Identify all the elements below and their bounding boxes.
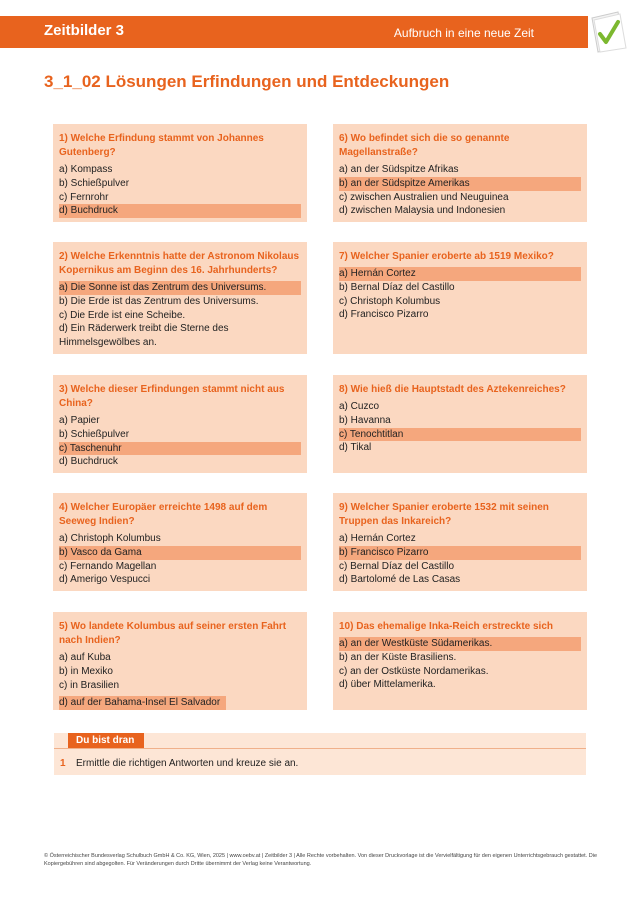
task-box-label: Du bist dran (68, 733, 144, 748)
question-text: 3) Welche dieser Erfindungen stammt nicht aus China? (59, 384, 285, 409)
answer-option[interactable]: d) zwischen Malaysia und Indonesien (339, 205, 506, 217)
question-card-9 (333, 493, 587, 591)
answer-option-correct[interactable]: d) auf der Bahama-Insel El Salvador (59, 696, 226, 710)
answer-option-correct[interactable]: c) Taschenuhr (59, 442, 301, 456)
answer-option[interactable]: d) Amerigo Vespucci (59, 574, 151, 586)
page-title: 3_1_02 Lösungen Erfindungen und Entdeckungen (44, 72, 450, 91)
checkmark-paper-icon (584, 8, 630, 54)
answer-option-correct[interactable]: a) Die Sonne ist das Zentrum des Universums. (59, 281, 301, 295)
question-card-1 (53, 124, 307, 222)
answer-option[interactable]: c) zwischen Australien und Neuguinea (339, 191, 509, 203)
answer-option[interactable]: b) Havanna (339, 414, 391, 426)
answer-option[interactable]: d) über Mittelamerika. (339, 679, 436, 691)
question-card-4 (53, 493, 307, 591)
answer-option-correct[interactable]: a) an der Westküste Südamerikas. (339, 637, 581, 651)
answer-option[interactable]: b) an der Küste Brasiliens. (339, 651, 457, 663)
answer-option[interactable]: d) Francisco Pizarro (339, 309, 429, 321)
question-text: 7) Welcher Spanier eroberte ab 1519 Mexiko? (339, 251, 554, 262)
answer-option-correct[interactable]: b) an der Südspitze Amerikas (339, 177, 581, 191)
answer-option[interactable]: d) Bartolomé de Las Casas (339, 574, 461, 586)
question-card-5 (53, 612, 307, 710)
question-card-7 (333, 242, 587, 354)
answer-option[interactable]: b) in Mexiko (59, 665, 113, 677)
header (0, 0, 640, 58)
answer-option[interactable]: d) Buchdruck (59, 456, 118, 468)
question-text: 1) Welche Erfindung stammt von Johannes Gutenberg? (59, 133, 264, 158)
answer-option-correct[interactable]: b) Francisco Pizarro (339, 546, 581, 560)
header-subtitle: Aufbruch in eine neue Zeit (393, 26, 534, 40)
answer-option[interactable]: c) Die Erde ist eine Scheibe. (59, 309, 186, 321)
task-text: Ermittle die richtigen Antworten und kreuze sie an. (76, 758, 299, 769)
answer-option[interactable]: b) Bernal Díaz del Castillo (339, 281, 455, 293)
question-card-2 (53, 242, 307, 354)
answer-option[interactable]: b) Die Erde ist das Zentrum des Universums. (59, 295, 259, 307)
task-number: 1 (60, 758, 66, 769)
answer-option[interactable]: d) Ein Räderwerk treibt die Sterne des Himmelsgewölbes an. (59, 323, 229, 349)
question-text: 9) Welcher Spanier eroberte 1532 mit seinen Truppen das Inkareich? (339, 502, 549, 527)
answer-option[interactable]: a) Papier (59, 415, 100, 426)
answer-option[interactable]: c) an der Ostküste Nordamerikas. (339, 665, 489, 677)
question-text: 4) Welcher Europäer erreichte 1498 auf dem Seeweg Indien? (59, 502, 268, 527)
answer-option-correct[interactable]: d) Buchdruck (59, 204, 301, 218)
answer-option[interactable]: a) Christoph Kolumbus (59, 533, 161, 544)
question-text: 6) Wo befindet sich die so genannte Magellanstraße? (339, 133, 510, 158)
answer-option[interactable]: c) Fernrohr (59, 191, 109, 203)
answer-option[interactable]: a) Hernán Cortez (339, 533, 416, 544)
answer-option-correct[interactable]: a) Hernán Cortez (339, 267, 581, 281)
answer-option[interactable]: c) Fernando Magellan (59, 560, 157, 572)
answer-option[interactable]: c) in Brasilien (59, 679, 120, 691)
answer-option[interactable]: a) Cuzco (339, 401, 380, 412)
answer-option[interactable]: a) auf Kuba (59, 652, 111, 663)
question-card-6 (333, 124, 587, 222)
answer-option[interactable]: a) an der Südspitze Afrikas (339, 164, 459, 175)
question-text: 5) Wo landete Kolumbus auf seiner ersten Fahrt nach Indien? (59, 621, 287, 646)
answer-option[interactable]: a) Kompass (59, 164, 113, 175)
question-card-3 (53, 375, 307, 473)
answer-option[interactable]: c) Bernal Díaz del Castillo (339, 560, 455, 572)
question-text: 10) Das ehemalige Inka-Reich erstreckte sich (339, 621, 553, 632)
question-text: 2) Welche Erkenntnis hatte der Astronom Nikolaus Kopernikus am Beginn des 16. Jahrhunderts? (59, 251, 300, 276)
answer-option-correct[interactable]: b) Vasco da Gama (59, 546, 301, 560)
answer-option[interactable]: b) Schießpulver (59, 177, 130, 189)
question-card-8 (333, 375, 587, 473)
answer-option[interactable]: b) Schießpulver (59, 428, 130, 440)
answer-option[interactable]: d) Tikal (339, 442, 372, 454)
header-title: Zeitbilder 3 (44, 22, 125, 39)
answer-option-correct[interactable]: c) Tenochtitlan (339, 428, 581, 442)
footer-copyright: © Österreichischer Bundesverlag Schulbuch GmbH & Co. KG, Wien, 2025 | www.oebv.at | Zeitbilder 3 | Alle Rechte vorbehalten. Von dieser Druckvorlage ist die Vervielfältigung für den eigenen Unterrichtsgebrauch gestattet. Die Kopiergebühren sind abgegolten. Für Veränderungen durch Dritte übernimmt der Verlag keine Verantwortung. (44, 853, 598, 867)
answer-option[interactable]: c) Christoph Kolumbus (339, 295, 441, 307)
question-text: 8) Wie hieß die Hauptstadt des Aztekenreiches? (339, 384, 566, 395)
question-card-10 (333, 612, 587, 710)
divider (54, 748, 586, 749)
